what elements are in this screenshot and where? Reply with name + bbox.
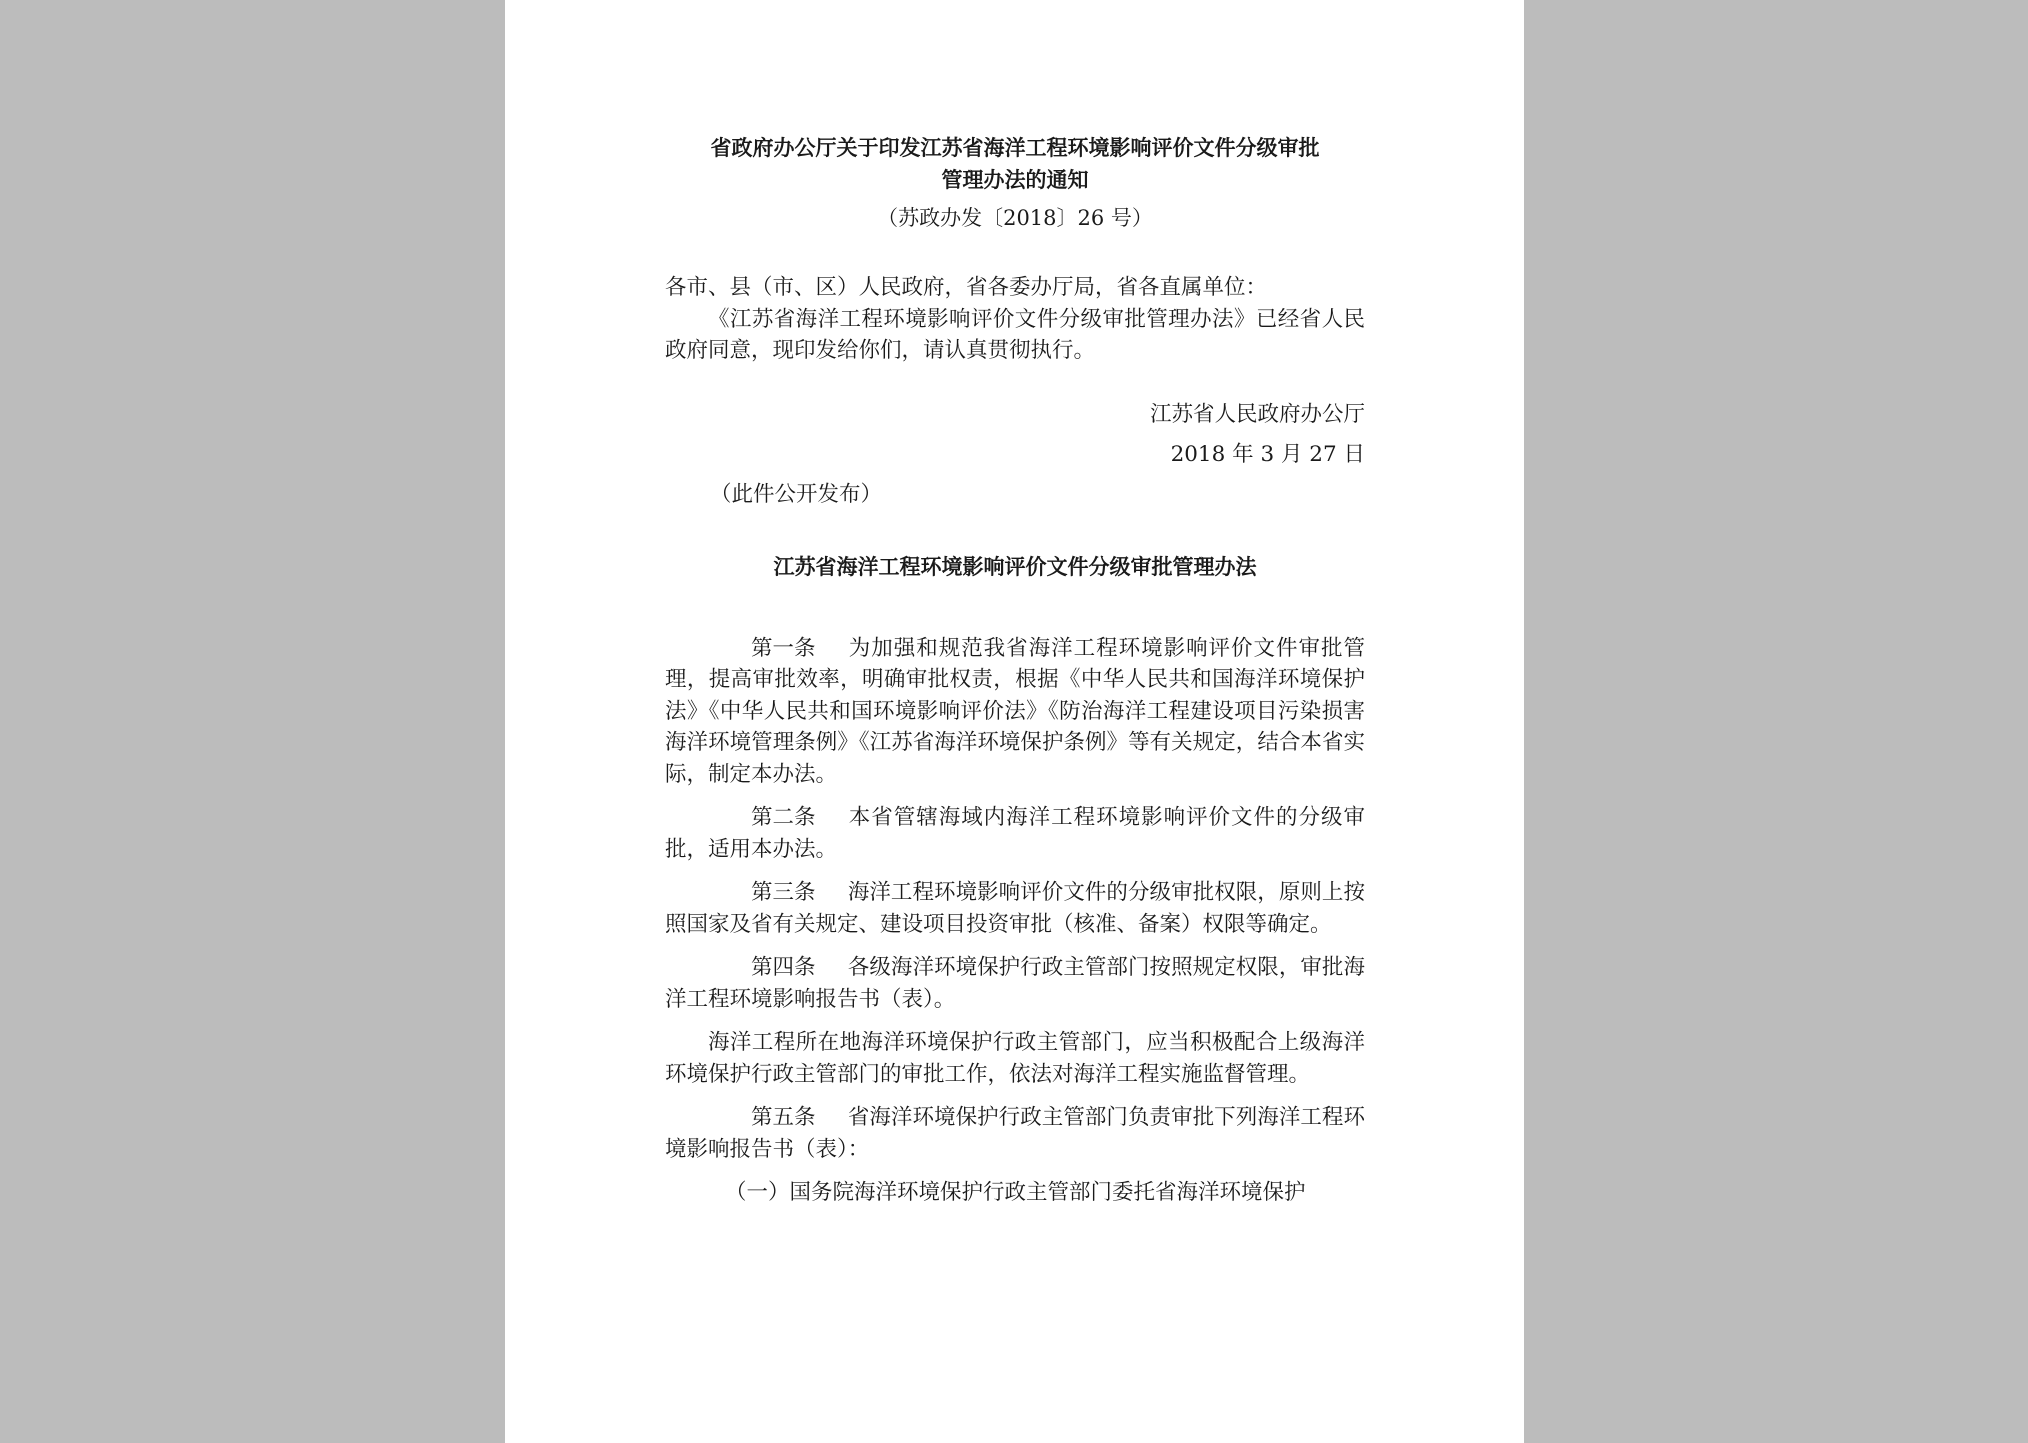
article-3 bbox=[665, 877, 1365, 940]
document-number: （苏政办发〔2018〕26 号） bbox=[877, 206, 1153, 230]
article-4-paragraph-2 bbox=[665, 1027, 1365, 1090]
intro-paragraph: 《江苏省海洋工程环境影响评价文件分级审批管理办法》已经省人民政府同意，现印发给你们，请认真贯彻执行。 bbox=[665, 306, 1365, 363]
article-5 bbox=[665, 1102, 1365, 1165]
article-2 bbox=[665, 802, 1365, 865]
measures-title: 江苏省海洋工程环境影响评价文件分级审批管理办法 bbox=[773, 553, 1257, 579]
article-label: 第一条 bbox=[751, 635, 816, 661]
article-4 bbox=[665, 952, 1365, 1015]
addressee: 各市、县（市、区）人民政府，省各委办厅局，省各直属单位： bbox=[665, 275, 1268, 300]
article-5-item-1: （一）国务院海洋环境保护行政主管部门委托省海洋环境保护 bbox=[725, 1180, 1306, 1205]
notice-title bbox=[665, 132, 1365, 196]
article-1 bbox=[665, 633, 1365, 791]
article-text: 海洋工程环境影响评价文件的分级审批权限，原则上按照国家及省有关规定、建设项目投资审批（核准、备案）权限等确定。 bbox=[665, 880, 1365, 937]
notice-title-line-2: 管理办法的通知 bbox=[941, 167, 1089, 192]
signature-block bbox=[665, 395, 1365, 475]
document-page bbox=[505, 0, 1524, 1443]
document-content bbox=[665, 132, 1365, 1209]
article-label: 第二条 bbox=[751, 805, 816, 830]
article-label: 第四条 bbox=[751, 955, 816, 980]
article-text: 为加强和规范我省海洋工程环境影响评价文件审批管理，提高审批效率，明确审批权责，根据《中华人民共和国海洋环境保护法》《中华人民共和国环境影响评价法》《防治海洋工程建设项目污染损害海洋环境管理条例》《江苏省海洋环境保护条例》等有关规定，结合本省实际，制定本办法。 bbox=[665, 635, 1365, 787]
article-text: 省海洋环境保护行政主管部门负责审批下列海洋工程环境影响报告书（表）： bbox=[665, 1105, 1365, 1162]
issue-date: 2018 年 3 月 27 日 bbox=[1170, 441, 1365, 467]
notice-title-line-1: 省政府办公厅关于印发江苏省海洋工程环境影响评价文件分级审批 bbox=[710, 135, 1320, 160]
public-note: （此件公开发布） bbox=[710, 481, 883, 507]
issuer: 江苏省人民政府办公厅 bbox=[1149, 401, 1365, 427]
article-label: 第三条 bbox=[751, 880, 816, 905]
article-label: 第五条 bbox=[751, 1105, 816, 1130]
article-text: 海洋工程所在地海洋环境保护行政主管部门，应当积极配合上级海洋环境保护行政主管部门的审批工作，依法对海洋工程实施监督管理。 bbox=[665, 1030, 1365, 1087]
article-text: 各级海洋环境保护行政主管部门按照规定权限，审批海洋工程环境影响报告书（表）。 bbox=[665, 955, 1365, 1012]
article-text: 本省管辖海域内海洋工程环境影响评价文件的分级审批，适用本办法。 bbox=[665, 805, 1365, 862]
